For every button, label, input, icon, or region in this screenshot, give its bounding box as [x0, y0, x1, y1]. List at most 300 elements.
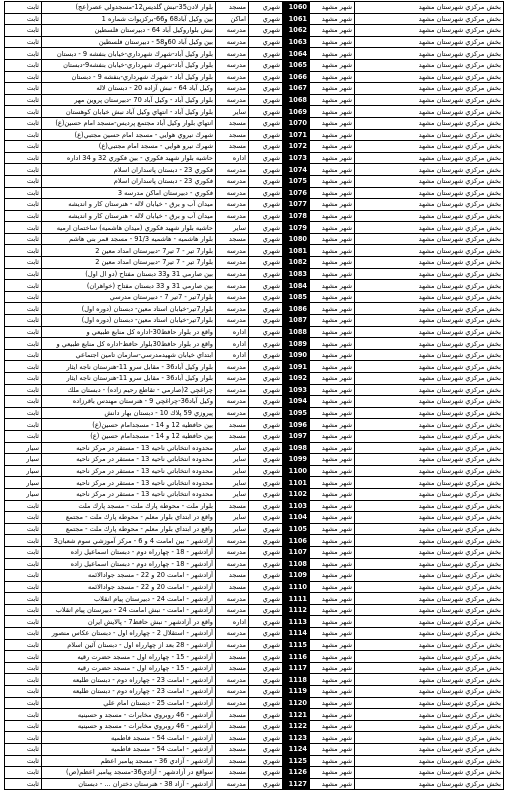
address-cell: آزادشهر - آزاد 38 - هنرستان دختران ... - دبستان	[42, 778, 216, 790]
station-number-cell: 1068	[283, 94, 310, 106]
district-cell: بخش مركزي شهرستان مشهد	[355, 83, 504, 95]
venue-type-cell: مدرسه	[216, 175, 249, 187]
address-cell: بين حافظيه 12 و 14 - مسجدامام حسين (ع)	[42, 430, 216, 442]
address-cell: محدوده انتخاباتي ناحيه 13 - مستقر در مركز ناحيه	[42, 442, 216, 454]
station-number-cell: 1078	[283, 210, 310, 222]
station-number-cell: 1117	[283, 662, 310, 674]
venue-type-cell: مسجد	[216, 570, 249, 582]
address-cell: آزادشهر - 18 - چهارراه دوم - دبستان اسماعيل زاده	[42, 558, 216, 570]
station-number-cell: 1066	[283, 71, 310, 83]
area-type-cell: شهري	[249, 36, 283, 48]
station-number-cell: 1076	[283, 187, 310, 199]
status-cell: ثابت	[5, 581, 42, 593]
venue-type-cell: مدرسه	[216, 604, 249, 616]
city-cell: شهر مشهد	[310, 175, 355, 187]
status-cell: ثابت	[5, 720, 42, 732]
status-cell: ثابت	[5, 558, 42, 570]
address-cell: آزادشهر - امامت 20 و 22 - مسجد جوادالائمه	[42, 570, 216, 582]
status-cell: ثابت	[5, 175, 42, 187]
city-cell: شهر مشهد	[310, 709, 355, 721]
table-row	[5, 291, 504, 303]
status-cell: ثابت	[5, 639, 42, 651]
district-cell: بخش مركزي شهرستان مشهد	[355, 407, 504, 419]
district-cell: بخش مركزي شهرستان مشهد	[355, 778, 504, 790]
city-cell: شهر مشهد	[310, 430, 355, 442]
city-cell: شهر مشهد	[310, 477, 355, 489]
venue-type-cell: مسجد	[216, 767, 249, 779]
status-cell: ثابت	[5, 83, 42, 95]
district-cell: بخش مركزي شهرستان مشهد	[355, 662, 504, 674]
city-cell: شهر مشهد	[310, 245, 355, 257]
table-row	[5, 315, 504, 327]
district-cell: بخش مركزي شهرستان مشهد	[355, 384, 504, 396]
polling-stations-sheet	[4, 1, 503, 790]
venue-type-cell: مدرسه	[216, 71, 249, 83]
area-type-cell: شهري	[249, 48, 283, 60]
station-number-cell: 1104	[283, 512, 310, 524]
city-cell: شهر مشهد	[310, 303, 355, 315]
table-row	[5, 233, 504, 245]
station-number-cell: 1061	[283, 13, 310, 25]
city-cell: شهر مشهد	[310, 396, 355, 408]
area-type-cell: شهري	[249, 500, 283, 512]
address-cell: بين وكيل آباد 60و58 - دبيرستان فلسطين	[42, 36, 216, 48]
city-cell: شهر مشهد	[310, 83, 355, 95]
venue-type-cell: اداره	[216, 326, 249, 338]
address-cell: محدوده انتخاباتي ناحيه 13 - مستقر در مركز ناحيه	[42, 477, 216, 489]
district-cell: بخش مركزي شهرستان مشهد	[355, 59, 504, 71]
address-cell: بلوار وكيل آباد-شهرك شهرداري-خيابان بنفشه 9 - دبستان	[42, 48, 216, 60]
status-cell: سيار	[5, 454, 42, 466]
table-row	[5, 604, 504, 616]
station-number-cell: 1106	[283, 535, 310, 547]
status-cell: ثابت	[5, 257, 42, 269]
city-cell: شهر مشهد	[310, 546, 355, 558]
area-type-cell: شهري	[249, 604, 283, 616]
table-row	[5, 581, 504, 593]
station-number-cell: 1067	[283, 83, 310, 95]
address-cell: بلوار7 تير - 7 تير7 -دبيرستان امداد معين 2	[42, 245, 216, 257]
venue-type-cell: ساير	[216, 477, 249, 489]
area-type-cell: شهري	[249, 361, 283, 373]
table-row	[5, 373, 504, 385]
table-row	[5, 767, 504, 779]
area-type-cell: شهري	[249, 639, 283, 651]
table-row	[5, 94, 504, 106]
status-cell: ثابت	[5, 2, 42, 14]
address-cell: وكيل آباد36-چراغچي 9 - هنرستان مهندس باقرزاده	[42, 396, 216, 408]
venue-type-cell: مدرسه	[216, 257, 249, 269]
venue-type-cell: مدرسه	[216, 210, 249, 222]
venue-type-cell: مسجد	[216, 744, 249, 756]
venue-type-cell: مدرسه	[216, 48, 249, 60]
table-row	[5, 720, 504, 732]
district-cell: بخش مركزي شهرستان مشهد	[355, 604, 504, 616]
district-cell: بخش مركزي شهرستان مشهد	[355, 396, 504, 408]
district-cell: بخش مركزي شهرستان مشهد	[355, 152, 504, 164]
city-cell: شهر مشهد	[310, 280, 355, 292]
address-cell: واقع در بلوار حافظ30بلوار حافظ-اداره كل منابع طبيعي و	[42, 338, 216, 350]
table-row	[5, 326, 504, 338]
station-number-cell: 1123	[283, 732, 310, 744]
table-row	[5, 546, 504, 558]
city-cell: شهر مشهد	[310, 535, 355, 547]
district-cell: بخش مركزي شهرستان مشهد	[355, 581, 504, 593]
area-type-cell: شهري	[249, 291, 283, 303]
district-cell: بخش مركزي شهرستان مشهد	[355, 523, 504, 535]
venue-type-cell: مدرسه	[216, 268, 249, 280]
status-cell: سيار	[5, 442, 42, 454]
address-cell: ميدان آب و برق - خيابان لاله - هنرستان كار و انديشه	[42, 210, 216, 222]
area-type-cell: شهري	[249, 546, 283, 558]
status-cell: ثابت	[5, 593, 42, 605]
status-cell: ثابت	[5, 117, 42, 129]
status-cell: ثابت	[5, 338, 42, 350]
area-type-cell: شهري	[249, 315, 283, 327]
station-number-cell: 1124	[283, 744, 310, 756]
status-cell: ثابت	[5, 570, 42, 582]
district-cell: بخش مركزي شهرستان مشهد	[355, 187, 504, 199]
city-cell: شهر مشهد	[310, 581, 355, 593]
table-row	[5, 117, 504, 129]
venue-type-cell: مسجد	[216, 430, 249, 442]
area-type-cell: شهري	[249, 303, 283, 315]
address-cell: فكوري 23 - دبستان پاسداران اسلام	[42, 164, 216, 176]
table-row	[5, 48, 504, 60]
station-number-cell: 1073	[283, 152, 310, 164]
status-cell: ثابت	[5, 13, 42, 25]
table-row	[5, 187, 504, 199]
status-cell: ثابت	[5, 535, 42, 547]
address-cell: آزادشهر - امامت 54 - مسجد فاطميه	[42, 732, 216, 744]
station-number-cell: 1107	[283, 546, 310, 558]
status-cell: ثابت	[5, 233, 42, 245]
table-row	[5, 454, 504, 466]
status-cell: ثابت	[5, 199, 42, 211]
venue-type-cell: مدرسه	[216, 315, 249, 327]
status-cell: ثابت	[5, 755, 42, 767]
address-cell: پيروزي 59 پلاك 10 - دبستان بهار دانش	[42, 407, 216, 419]
area-type-cell: شهري	[249, 152, 283, 164]
city-cell: شهر مشهد	[310, 291, 355, 303]
area-type-cell: شهري	[249, 616, 283, 628]
station-number-cell: 1062	[283, 25, 310, 37]
area-type-cell: شهري	[249, 245, 283, 257]
city-cell: شهر مشهد	[310, 407, 355, 419]
status-cell: ثابت	[5, 94, 42, 106]
city-cell: شهر مشهد	[310, 36, 355, 48]
district-cell: بخش مركزي شهرستان مشهد	[355, 361, 504, 373]
area-type-cell: شهري	[249, 628, 283, 640]
area-type-cell: شهري	[249, 349, 283, 361]
station-number-cell: 1060	[283, 2, 310, 14]
city-cell: شهر مشهد	[310, 94, 355, 106]
district-cell: بخش مركزي شهرستان مشهد	[355, 106, 504, 118]
address-cell: ابتداي خيابان شهيدمدرسي-سازمان تامين اجتماعي	[42, 349, 216, 361]
area-type-cell: شهري	[249, 430, 283, 442]
city-cell: شهر مشهد	[310, 604, 355, 616]
table-row	[5, 419, 504, 431]
status-cell: ثابت	[5, 407, 42, 419]
venue-type-cell: اداره	[216, 338, 249, 350]
station-number-cell: 1092	[283, 373, 310, 385]
area-type-cell: شهري	[249, 326, 283, 338]
city-cell: شهر مشهد	[310, 13, 355, 25]
address-cell: بلوار وكيل آباد36 - مقابل سرو 11-هنرستان ناجه ايثار	[42, 373, 216, 385]
station-number-cell: 1098	[283, 442, 310, 454]
address-cell: فكوري - دبيرستان اماكن مدرسه 3	[42, 187, 216, 199]
area-type-cell: شهري	[249, 686, 283, 698]
district-cell: بخش مركزي شهرستان مشهد	[355, 488, 504, 500]
district-cell: بخش مركزي شهرستان مشهد	[355, 686, 504, 698]
station-number-cell: 1122	[283, 720, 310, 732]
city-cell: شهر مشهد	[310, 210, 355, 222]
status-cell: ثابت	[5, 767, 42, 779]
area-type-cell: شهري	[249, 71, 283, 83]
address-cell: بلوار لادن35-نبش گلدیس12-مسجدولي عصر(عج)	[42, 2, 216, 14]
district-cell: بخش مركزي شهرستان مشهد	[355, 338, 504, 350]
polling-stations-table	[4, 1, 504, 790]
district-cell: بخش مركزي شهرستان مشهد	[355, 303, 504, 315]
city-cell: شهر مشهد	[310, 117, 355, 129]
city-cell: شهر مشهد	[310, 697, 355, 709]
table-row	[5, 13, 504, 25]
address-cell: واقع در بلوار حافظ30-اداره كل منابع طبيعي و	[42, 326, 216, 338]
district-cell: بخش مركزي شهرستان مشهد	[355, 175, 504, 187]
address-cell: بلوار7تير-خيابان استاد معين- دبستان (دوره اول)	[42, 303, 216, 315]
venue-type-cell: مدرسه	[216, 303, 249, 315]
venue-type-cell: مدرسه	[216, 245, 249, 257]
station-number-cell: 1105	[283, 523, 310, 535]
address-cell: بلوار وكيل آباد - انتهاي وكيل آباد نبش خيابان كوهستان	[42, 106, 216, 118]
table-row	[5, 83, 504, 95]
city-cell: شهر مشهد	[310, 488, 355, 500]
venue-type-cell: مدرسه	[216, 59, 249, 71]
status-cell: ثابت	[5, 25, 42, 37]
venue-type-cell: ساير	[216, 465, 249, 477]
area-type-cell: شهري	[249, 558, 283, 570]
venue-type-cell: مسجد	[216, 117, 249, 129]
address-cell: بلوار وكيل آباد36 - مقابل سرو 11-هنرستان ناجه ايثار	[42, 361, 216, 373]
station-number-cell: 1110	[283, 581, 310, 593]
venue-type-cell: مدرسه	[216, 593, 249, 605]
district-cell: بخش مركزي شهرستان مشهد	[355, 141, 504, 153]
city-cell: شهر مشهد	[310, 744, 355, 756]
table-row	[5, 697, 504, 709]
venue-type-cell: مسجد	[216, 500, 249, 512]
venue-type-cell: ساير	[216, 442, 249, 454]
table-row	[5, 71, 504, 83]
city-cell: شهر مشهد	[310, 686, 355, 698]
address-cell: آزادشهر - 15 - چهارراه اول - مسجد حضرت رقيه	[42, 662, 216, 674]
station-number-cell: 1075	[283, 175, 310, 187]
table-body	[5, 2, 504, 790]
district-cell: بخش مركزي شهرستان مشهد	[355, 570, 504, 582]
address-cell: آزادشهر - امامت 24 - دبيرستان پيام انقلاب	[42, 593, 216, 605]
area-type-cell: شهري	[249, 338, 283, 350]
status-cell: ثابت	[5, 384, 42, 396]
table-row	[5, 222, 504, 234]
table-row	[5, 442, 504, 454]
status-cell: ثابت	[5, 303, 42, 315]
district-cell: بخش مركزي شهرستان مشهد	[355, 373, 504, 385]
city-cell: شهر مشهد	[310, 129, 355, 141]
city-cell: شهر مشهد	[310, 570, 355, 582]
city-cell: شهر مشهد	[310, 59, 355, 71]
area-type-cell: شهري	[249, 523, 283, 535]
station-number-cell: 1126	[283, 767, 310, 779]
city-cell: شهر مشهد	[310, 349, 355, 361]
district-cell: بخش مركزي شهرستان مشهد	[355, 500, 504, 512]
district-cell: بخش مركزي شهرستان مشهد	[355, 477, 504, 489]
area-type-cell: شهري	[249, 662, 283, 674]
table-row	[5, 199, 504, 211]
table-row	[5, 755, 504, 767]
district-cell: بخش مركزي شهرستان مشهد	[355, 697, 504, 709]
district-cell: بخش مركزي شهرستان مشهد	[355, 13, 504, 25]
venue-type-cell: مسجد	[216, 720, 249, 732]
city-cell: شهر مشهد	[310, 257, 355, 269]
status-cell: ثابت	[5, 164, 42, 176]
station-number-cell: 1111	[283, 593, 310, 605]
city-cell: شهر مشهد	[310, 25, 355, 37]
status-cell: سيار	[5, 477, 42, 489]
city-cell: شهر مشهد	[310, 512, 355, 524]
table-row	[5, 106, 504, 118]
address-cell: آزادشهر - 46 روبروي مخابرات - مسجد و حسينيه	[42, 709, 216, 721]
address-cell: بلوار7 تير - 7 تير7 -دبيرستان امداد معين 2	[42, 257, 216, 269]
status-cell: ثابت	[5, 697, 42, 709]
area-type-cell: شهري	[249, 25, 283, 37]
table-row	[5, 25, 504, 37]
address-cell: شهرك نيرو هوايي - مسجد امام مجتبي(ع)	[42, 141, 216, 153]
venue-type-cell: اداره	[216, 349, 249, 361]
station-number-cell: 1127	[283, 778, 310, 790]
status-cell: ثابت	[5, 141, 42, 153]
address-cell: آزادشهر - امامت 25 - دبستان امام علي	[42, 697, 216, 709]
venue-type-cell: مدرسه	[216, 83, 249, 95]
district-cell: بخش مركزي شهرستان مشهد	[355, 280, 504, 292]
station-number-cell: 1125	[283, 755, 310, 767]
table-row	[5, 488, 504, 500]
venue-type-cell: مدرسه	[216, 628, 249, 640]
venue-type-cell: مسجد	[216, 662, 249, 674]
status-cell: ثابت	[5, 651, 42, 663]
district-cell: بخش مركزي شهرستان مشهد	[355, 326, 504, 338]
district-cell: بخش مركزي شهرستان مشهد	[355, 593, 504, 605]
district-cell: بخش مركزي شهرستان مشهد	[355, 245, 504, 257]
station-number-cell: 1079	[283, 222, 310, 234]
table-row	[5, 512, 504, 524]
address-cell: بلوار7تير - 7تير 7 - دبيرستان مدرسي	[42, 291, 216, 303]
table-row	[5, 303, 504, 315]
district-cell: بخش مركزي شهرستان مشهد	[355, 744, 504, 756]
address-cell: آزادشهر - استقلال 2 - چهارراه اول - دبستان عكاس منصور	[42, 628, 216, 640]
table-row	[5, 257, 504, 269]
status-cell: ثابت	[5, 152, 42, 164]
address-cell: بين حافظيه 12 و 14 - مسجدامام حسين(ع)	[42, 419, 216, 431]
station-number-cell: 1118	[283, 674, 310, 686]
station-number-cell: 1121	[283, 709, 310, 721]
district-cell: بخش مركزي شهرستان مشهد	[355, 268, 504, 280]
district-cell: بخش مركزي شهرستان مشهد	[355, 732, 504, 744]
address-cell: آزادشهر - 28 بعد از چهارراه اول - دبستان آئين اسلام	[42, 639, 216, 651]
status-cell: ثابت	[5, 129, 42, 141]
address-cell: واقع در ابتداي بلوار معلم - محوطه پارك ملت - مجتمع	[42, 523, 216, 535]
area-type-cell: شهري	[249, 535, 283, 547]
status-cell: ثابت	[5, 709, 42, 721]
district-cell: بخش مركزي شهرستان مشهد	[355, 720, 504, 732]
station-number-cell: 1077	[283, 199, 310, 211]
venue-type-cell: مدرسه	[216, 187, 249, 199]
district-cell: بخش مركزي شهرستان مشهد	[355, 25, 504, 37]
area-type-cell: شهري	[249, 570, 283, 582]
station-number-cell: 1115	[283, 639, 310, 651]
station-number-cell: 1108	[283, 558, 310, 570]
address-cell: آزادشهر - 18 - چهارراه دوم - دبستان اسماعيل زاده	[42, 546, 216, 558]
area-type-cell: شهري	[249, 697, 283, 709]
address-cell: بلوار هاشميه - هاشميه 91/3 - مسجد قمر بني هاشم	[42, 233, 216, 245]
status-cell: ثابت	[5, 396, 42, 408]
city-cell: شهر مشهد	[310, 71, 355, 83]
address-cell: آزادشهر - امامت 54 - مسجد فاطميه	[42, 744, 216, 756]
station-number-cell: 1091	[283, 361, 310, 373]
district-cell: بخش مركزي شهرستان مشهد	[355, 233, 504, 245]
city-cell: شهر مشهد	[310, 558, 355, 570]
city-cell: شهر مشهد	[310, 48, 355, 60]
city-cell: شهر مشهد	[310, 187, 355, 199]
table-row	[5, 245, 504, 257]
area-type-cell: شهري	[249, 442, 283, 454]
station-number-cell: 1083	[283, 268, 310, 280]
venue-type-cell: اماكن	[216, 13, 249, 25]
city-cell: شهر مشهد	[310, 2, 355, 14]
venue-type-cell: مدرسه	[216, 94, 249, 106]
station-number-cell: 1087	[283, 315, 310, 327]
city-cell: شهر مشهد	[310, 199, 355, 211]
city-cell: شهر مشهد	[310, 361, 355, 373]
district-cell: بخش مركزي شهرستان مشهد	[355, 199, 504, 211]
venue-type-cell: مسجد	[216, 651, 249, 663]
table-row	[5, 500, 504, 512]
status-cell: ثابت	[5, 187, 42, 199]
venue-type-cell: ساير	[216, 106, 249, 118]
station-number-cell: 1065	[283, 59, 310, 71]
city-cell: شهر مشهد	[310, 755, 355, 767]
station-number-cell: 1096	[283, 419, 310, 431]
district-cell: بخش مركزي شهرستان مشهد	[355, 291, 504, 303]
venue-type-cell: مدرسه	[216, 199, 249, 211]
venue-type-cell: اداره	[216, 616, 249, 628]
district-cell: بخش مركزي شهرستان مشهد	[355, 454, 504, 466]
address-cell: وكيل آباد 64 - نبش آزاده 20 - دبستان لاله	[42, 83, 216, 95]
venue-type-cell: مدرسه	[216, 25, 249, 37]
city-cell: شهر مشهد	[310, 373, 355, 385]
city-cell: شهر مشهد	[310, 767, 355, 779]
status-cell: ثابت	[5, 106, 42, 118]
station-number-cell: 1100	[283, 465, 310, 477]
table-row	[5, 175, 504, 187]
area-type-cell: شهري	[249, 384, 283, 396]
table-row	[5, 430, 504, 442]
venue-type-cell: مسجد	[216, 129, 249, 141]
table-row	[5, 338, 504, 350]
status-cell: ثابت	[5, 373, 42, 385]
area-type-cell: شهري	[249, 59, 283, 71]
table-row	[5, 477, 504, 489]
address-cell: بين صارمي 31 و33 دبستان مفتاح (دو ال اول)	[42, 268, 216, 280]
address-cell: محدوده انتخاباتي ناحيه 13 - مستقر در مركز ناحيه	[42, 454, 216, 466]
